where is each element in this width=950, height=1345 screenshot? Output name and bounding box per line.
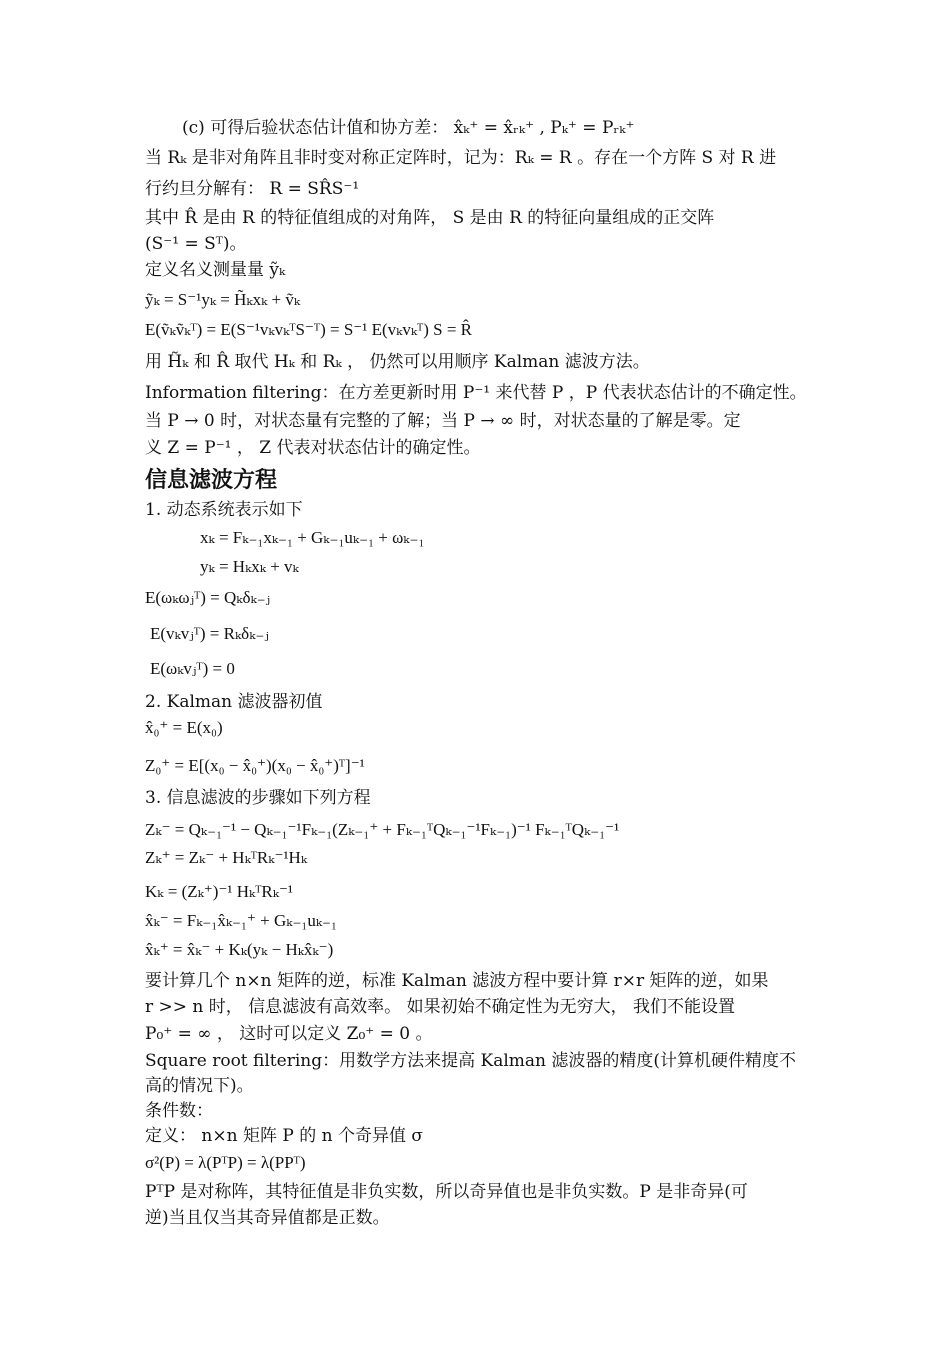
square-root-filtering-line: Square root filtering：用数学方法来提高 Kalman 滤波器的精度(计算机硬件精度不 bbox=[145, 1051, 797, 1071]
prior-estimate-equation: x̂ₖ⁻ = Fₖ₋₁x̂ₖ₋₁⁺ + Gₖ₋₁uₖ₋₁ bbox=[145, 911, 337, 930]
uncertainty-line: 当 P → 0 时，对状态量有完整的了解；当 P → ∞ 时，对状态量的了解是零。定 bbox=[145, 411, 741, 431]
cross-covariance: E(ωₖvⱼᵀ) = 0 bbox=[150, 659, 235, 678]
symmetric-matrix-line: PᵀP 是对称阵，其特征值是非负实数，所以奇异值也是非负实数。P 是非奇异(可 bbox=[145, 1182, 748, 1202]
initial-information-equation: Z₀⁺ = E[(x₀ − x̂₀⁺)(x₀ − x̂₀⁺)ᵀ]⁻¹ bbox=[145, 756, 365, 775]
measurement-noise-covariance: E(vₖvⱼᵀ) = Rₖδₖ₋ⱼ bbox=[150, 624, 269, 643]
z-minus-equation: Zₖ⁻ = Qₖ₋₁⁻¹ − Qₖ₋₁⁻¹Fₖ₋₁(Zₖ₋₁⁺ + Fₖ₋₁ᵀQₖ₋₁⁻¹Fₖ₋₁)⁻¹ Fₖ₋₁ᵀQₖ₋₁⁻¹ bbox=[145, 820, 620, 839]
initial-state-equation: x̂₀⁺ = E(x₀) bbox=[145, 718, 223, 737]
infinite-uncertainty-line: P₀⁺ = ∞ ， 这时可以定义 Z₀⁺ = 0 。 bbox=[145, 1024, 433, 1044]
sequential-kalman-line: 用 H̃ₖ 和 R̂ 取代 Hₖ 和 Rₖ ， 仍然可以用顺序 Kalman 滤波方法。 bbox=[145, 352, 650, 372]
orthogonal-condition-line: (S⁻¹ = Sᵀ)。 bbox=[145, 234, 247, 254]
dynamic-system-line: 1. 动态系统表示如下 bbox=[145, 500, 303, 520]
nondiagonal-r-line: 当 Rₖ 是非对角阵且非时变对称正定阵时，记为：Rₖ = R 。存在一个方阵 S 对 R 进 bbox=[145, 148, 777, 168]
z-plus-equation: Zₖ⁺ = Zₖ⁻ + HₖᵀRₖ⁻¹Hₖ bbox=[145, 848, 308, 867]
gain-equation: Kₖ = (Zₖ⁺)⁻¹ HₖᵀRₖ⁻¹ bbox=[145, 882, 294, 901]
measurement-equation: yₖ = Hₖxₖ + vₖ bbox=[200, 557, 299, 576]
state-equation: xₖ = Fₖ₋₁xₖ₋₁ + Gₖ₋₁uₖ₋₁ + ωₖ₋₁ bbox=[200, 528, 425, 547]
jordan-decomposition-line: 行约旦分解有： R = SR̂S⁻¹ bbox=[145, 179, 360, 199]
nominal-measurement-equation: ỹₖ = S⁻¹yₖ = H̃ₖxₖ + ṽₖ bbox=[145, 290, 301, 309]
section-heading: 信息滤波方程 bbox=[145, 468, 278, 493]
condition-number-line: 条件数： bbox=[145, 1101, 213, 1121]
singular-value-equation: σ²(P) = λ(PᵀP) = λ(PPᵀ) bbox=[145, 1153, 306, 1172]
posterior-estimate-line: (c) 可得后验状态估计值和协方差： x̂ₖ⁺ = x̂ᵣₖ⁺ , Pₖ⁺ = Pᵣₖ⁺ bbox=[182, 118, 635, 138]
square-root-continuation-line: 高的情况下)。 bbox=[145, 1076, 254, 1096]
define-z-line: 义 Z = P⁻¹ ， Z 代表对状态估计的确定性。 bbox=[145, 438, 481, 458]
steps-line: 3. 信息滤波的步骤如下列方程 bbox=[145, 788, 371, 808]
initial-values-line: 2. Kalman 滤波器初值 bbox=[145, 692, 323, 712]
information-filtering-line: Information filtering：在方差更新时用 P⁻¹ 来代替 P ，P 代表状态估计的不确定性。 bbox=[145, 383, 807, 403]
singular-value-definition-line: 定义： n×n 矩阵 P 的 n 个奇异值 σ bbox=[145, 1126, 423, 1146]
nominal-measurement-line: 定义名义测量量 ỹₖ bbox=[145, 260, 286, 280]
process-noise-covariance: E(ωₖωⱼᵀ) = Qₖδₖ₋ⱼ bbox=[145, 588, 271, 607]
eigen-diagonal-line: 其中 R̂ 是由 R 的特征值组成的对角阵， S 是由 R 的特征向量组成的正交阵 bbox=[145, 208, 715, 228]
efficiency-line: r >> n 时， 信息滤波有高效率。 如果初始不确定性为无穷大， 我们不能设置 bbox=[145, 997, 735, 1017]
matrix-inverse-line: 要计算几个 n×n 矩阵的逆，标准 Kalman 滤波方程中要计算 r×r 矩阵的逆，如果 bbox=[145, 971, 769, 991]
nonsingular-line: 逆)当且仅当其奇异值都是正数。 bbox=[145, 1208, 390, 1228]
posterior-estimate-equation: x̂ₖ⁺ = x̂ₖ⁻ + Kₖ(yₖ − Hₖx̂ₖ⁻) bbox=[145, 940, 334, 959]
noise-covariance-equation: E(ṽₖṽₖᵀ) = E(S⁻¹vₖvₖᵀS⁻ᵀ) = S⁻¹ E(vₖvₖᵀ) S = R̂ bbox=[145, 320, 472, 339]
